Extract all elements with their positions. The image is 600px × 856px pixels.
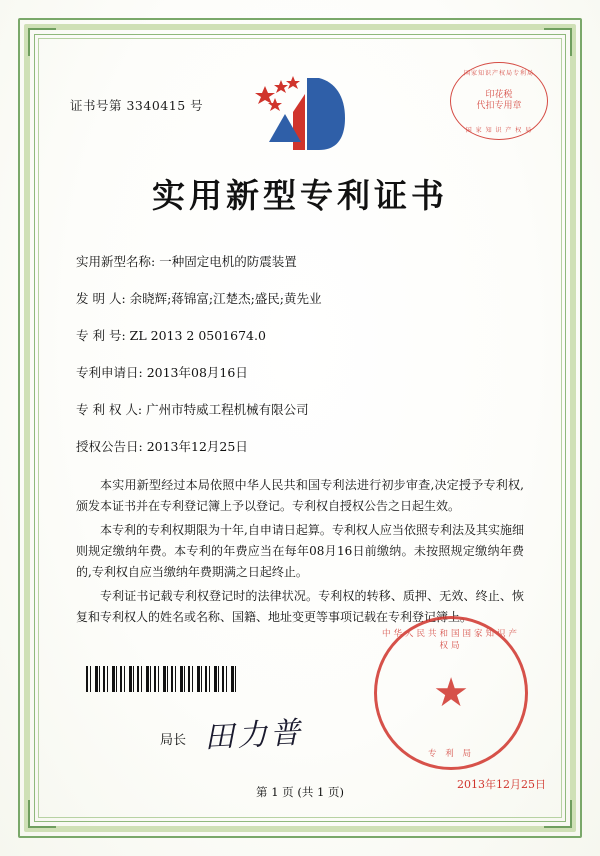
certificate-number: 证书号第 3340415 号: [70, 98, 204, 113]
national-office-seal: [374, 616, 528, 770]
national-seal-arc-bottom: 专 利 局: [428, 749, 474, 759]
field-label: 授权公告日:: [76, 439, 143, 454]
field-value: 2013年12月25日: [146, 439, 248, 454]
page-title: 实用新型专利证书: [152, 176, 448, 215]
tax-stamp-seal: [450, 62, 548, 140]
field-label: 专利申请日:: [76, 365, 143, 380]
field-label: 实用新型名称:: [76, 254, 156, 269]
field-row-application-date: [76, 364, 552, 382]
field-row-patentee: [76, 401, 552, 419]
legal-paragraph: 本专利的专利权期限为十年,自申请日起算。专利权人应当依照专利法及其实施细则规定缴纳年费。本专利的年费应当在每年08月16日前缴纳。未按照规定缴纳年费的,专利权自应当缴纳年费期满之日起终止。: [76, 523, 524, 579]
signature-block: [86, 700, 386, 754]
tax-stamp-seal-arc-top: 国家知识产权局专利局: [463, 70, 534, 77]
field-value: 余晓辉;蒋锦富;江楚杰;盛民;黄先业: [129, 291, 322, 306]
sipo-logo-icon: [245, 72, 355, 158]
field-row-patent-number: [76, 327, 552, 345]
field-row-utility-model-name: [76, 253, 552, 271]
field-value: ZL 2013 2 0501674.0: [129, 328, 266, 343]
legal-paragraph: 本实用新型经过本局依照中华人民共和国专利法进行初步审查,决定授予专利权,颁发本证书并在专利登记簿上予以登记。专利权自授权公告之日起生效。: [76, 478, 524, 513]
tax-stamp-seal-arc-bottom: 国 家 知 识 产 权 局: [465, 127, 533, 134]
tax-stamp-seal-center: 印花税 代扣专用章: [476, 90, 522, 111]
page-footer: 第 1 页 (共 1 页): [256, 785, 344, 799]
field-label: 专 利 权 人:: [76, 402, 143, 417]
field-list: [48, 253, 552, 456]
field-value: 广州市特威工程机械有限公司: [146, 402, 309, 417]
signature-name: 田力普: [203, 715, 305, 756]
legal-text-block: [48, 475, 552, 628]
field-row-grant-announcement-date: [76, 438, 552, 456]
legal-paragraph: 专利证书记载专利权登记时的法律状况。专利权的转移、质押、无效、终止、恢复和专利权人的姓名或名称、国籍、地址变更等事项记载在专利登记簿上。: [76, 589, 524, 624]
signature-label: 局长: [160, 733, 187, 748]
certificate-content: [48, 48, 552, 808]
field-value: 2013年08月16日: [146, 365, 248, 380]
field-value: 一种固定电机的防震装置: [159, 254, 297, 269]
field-label: 专 利 号:: [76, 328, 126, 343]
field-row-inventors: [76, 290, 552, 308]
field-label: 发 明 人:: [76, 291, 126, 306]
national-seal-arc-top: 中华人民共和国国家知识产权局: [381, 629, 520, 651]
barcode: [86, 666, 236, 692]
star-icon: ★: [433, 670, 469, 716]
seal-date: 2013年12月25日: [457, 778, 546, 791]
header-row: [48, 48, 552, 168]
